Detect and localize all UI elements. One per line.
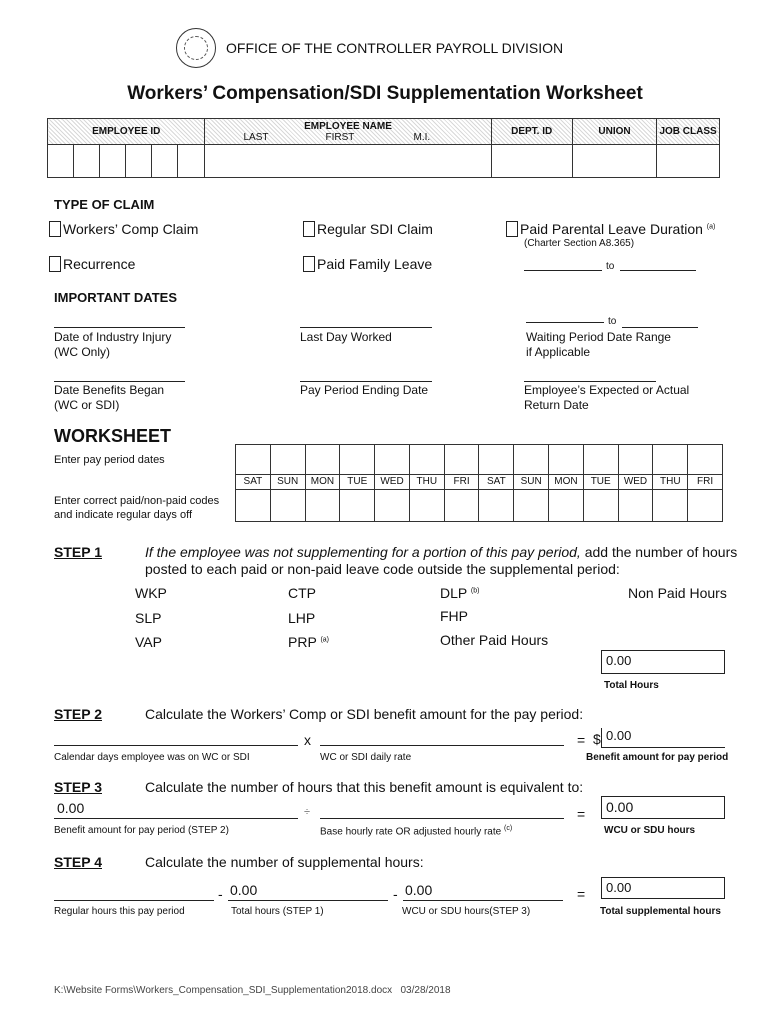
times-sign: x (304, 732, 311, 748)
pay-date-cell[interactable] (653, 445, 688, 475)
pay-date-cell[interactable] (479, 445, 514, 475)
minus-sign-2: - (393, 886, 398, 902)
employee-id-digit-3[interactable] (100, 145, 126, 178)
leave-code-cell[interactable] (236, 489, 271, 521)
regular-sdi-label: Regular SDI Claim (317, 221, 433, 237)
other-paid-label: Other Paid Hours (440, 632, 549, 648)
paid-parental-option[interactable] (506, 221, 715, 237)
enter-dates-label: Enter pay period dates (54, 454, 165, 466)
last-day-label: Last Day Worked (300, 330, 392, 344)
benefits-began-sub: (WC or SDI) (54, 398, 120, 412)
employee-info-table (47, 118, 720, 178)
job-class-field[interactable] (657, 145, 720, 178)
pay-date-cell[interactable] (583, 445, 618, 475)
injury-date-label: Date of Industry Injury (54, 330, 172, 344)
enter-codes-label-2: and indicate regular days off (54, 509, 192, 521)
recurrence-checkbox[interactable] (49, 256, 61, 272)
benefit-amount-label: Benefit amount for pay period (586, 752, 729, 763)
non-paid-label: Non Paid Hours (628, 585, 727, 601)
worksheet-heading: WORKSHEET (54, 426, 171, 446)
city-seal-icon (176, 28, 216, 68)
step1-label: STEP 1 (54, 544, 102, 560)
day-label: THU (653, 475, 688, 489)
parental-to-label: to (606, 261, 615, 272)
regular-sdi-checkbox[interactable] (303, 221, 315, 237)
calendar-days-label: Calendar days employee was on WC or SDI (54, 752, 250, 763)
paid-family-option[interactable] (303, 256, 432, 272)
day-label: FRI (444, 475, 479, 489)
leave-code-cell[interactable] (618, 489, 653, 521)
prp-text: PRP (288, 634, 317, 650)
employee-name-field[interactable] (205, 145, 491, 178)
vap-label: VAP (135, 634, 162, 650)
footer-path: K:\Website Forms\Workers_Compensation_SDI_Supplementation2018.docx (54, 985, 393, 996)
note-c-marker: (c) (504, 825, 513, 832)
leave-code-cell[interactable] (409, 489, 444, 521)
ctp-label: CTP (288, 585, 316, 601)
waiting-sub: if Applicable (526, 345, 591, 359)
charter-section: (Charter Section A8.365) (524, 238, 635, 249)
step4-text: Calculate the number of supplemental hours: (145, 854, 424, 870)
employee-id-digit-4[interactable] (126, 145, 152, 178)
footer (54, 985, 451, 996)
day-label: SAT (236, 475, 271, 489)
wkp-label: WKP (135, 585, 167, 601)
pay-date-cell[interactable] (549, 445, 584, 475)
step2-text: Calculate the Workers’ Comp or SDI benefit amount for the pay period: (145, 706, 584, 722)
benefit-amount-field[interactable]: 0.00 (601, 728, 725, 748)
step4-wcu-line (403, 900, 563, 901)
calendar-days-line[interactable] (54, 745, 298, 746)
day-label: TUE (340, 475, 375, 489)
step3-text: Calculate the number of hours that this benefit amount is equivalent to: (145, 779, 584, 795)
union-header: UNION (572, 119, 656, 145)
regular-sdi-option[interactable] (303, 221, 433, 237)
pay-period-end-label: Pay Period Ending Date (300, 383, 429, 397)
workers-comp-checkbox[interactable] (49, 221, 61, 237)
step3-equals: = (577, 806, 586, 822)
note-a-marker: (a) (706, 223, 716, 231)
note-a-marker-prp: (a) (320, 636, 329, 644)
pay-period-grid (235, 444, 723, 522)
step2-label: STEP 2 (54, 706, 102, 722)
day-label: WED (618, 475, 653, 489)
wcu-hours-label: WCU or SDU hours (604, 825, 696, 836)
day-label: FRI (688, 475, 723, 489)
dlp-text: DLP (440, 585, 467, 601)
injury-date-line[interactable] (54, 327, 185, 328)
union-field[interactable] (572, 145, 656, 178)
important-dates-heading: IMPORTANT DATES (54, 290, 178, 305)
leave-code-cell[interactable] (340, 489, 375, 521)
dept-id-field[interactable] (491, 145, 572, 178)
day-label: SUN (514, 475, 549, 489)
return-date-line[interactable] (524, 381, 656, 382)
parental-from-line[interactable] (524, 270, 602, 271)
slp-label: SLP (135, 610, 162, 626)
pay-date-cell[interactable] (409, 445, 444, 475)
waiting-label: Waiting Period Date Range (526, 330, 671, 344)
minus-sign-1: - (218, 886, 223, 902)
fhp-label: FHP (440, 608, 468, 624)
leave-code-cell[interactable] (270, 489, 305, 521)
paid-family-label: Paid Family Leave (317, 256, 433, 272)
leave-code-cell[interactable] (305, 489, 340, 521)
first-name-label: FIRST (325, 132, 355, 143)
leave-code-cell[interactable] (549, 489, 584, 521)
day-label: MON (305, 475, 340, 489)
injury-date-sub: (WC Only) (54, 345, 110, 359)
benefits-began-label: Date Benefits Began (54, 383, 165, 397)
employee-name-header (205, 119, 491, 145)
enter-codes-label-1: Enter correct paid/non-paid codes (54, 495, 220, 507)
total-hours-label: Total Hours (604, 680, 659, 691)
benefits-began-line[interactable] (54, 381, 185, 382)
base-rate-text: Base hourly rate OR adjusted hourly rate (320, 826, 502, 838)
footer-date: 03/28/2018 (400, 985, 451, 996)
benefit-step2-label: Benefit amount for pay period (STEP 2) (54, 825, 229, 836)
mi-label: M.I. (413, 132, 431, 143)
parental-to-line[interactable] (620, 270, 696, 271)
employee-id-digit-1[interactable] (48, 145, 74, 178)
employee-id-header: EMPLOYEE ID (48, 119, 205, 145)
step3-benefit-line (54, 818, 298, 819)
paid-parental-checkbox[interactable] (506, 221, 518, 237)
step2-equals: = (577, 732, 586, 748)
day-label: TUE (583, 475, 618, 489)
divide-sign: ÷ (304, 806, 311, 818)
return-date-label: Employee’s Expected or Actual (524, 383, 690, 397)
lhp-label: LHP (288, 610, 316, 626)
step4-total-value[interactable]: 0.00 (230, 882, 258, 898)
supplemental-hours-label: Total supplemental hours (600, 906, 721, 917)
step1-text-line2: posted to each paid or non-paid leave code outside the supplemental period: (145, 561, 620, 577)
step3-label: STEP 3 (54, 779, 102, 795)
last-day-line[interactable] (300, 327, 432, 328)
day-label: MON (549, 475, 584, 489)
supplemental-hours-field[interactable]: 0.00 (601, 877, 725, 899)
employee-id-digit-2[interactable] (73, 145, 100, 178)
workers-comp-option[interactable] (49, 221, 198, 237)
step4-total-line (228, 900, 388, 901)
page-title: Workers’ Compensation/SDI Supplementation Worksheet (127, 83, 643, 104)
day-label: SUN (270, 475, 305, 489)
leave-code-cell[interactable] (514, 489, 549, 521)
job-class-header: JOB CLASS (657, 119, 720, 145)
waiting-to-line[interactable] (622, 327, 698, 328)
leave-code-cell[interactable] (653, 489, 688, 521)
pay-date-cell[interactable] (375, 445, 410, 475)
total-step1-label: Total hours (STEP 1) (231, 906, 324, 917)
paid-family-checkbox[interactable] (303, 256, 315, 272)
pay-date-cell[interactable] (340, 445, 375, 475)
total-hours-field[interactable]: 0.00 (601, 650, 725, 674)
prp-label (288, 634, 329, 650)
waiting-to-label: to (608, 316, 617, 327)
pay-date-cell[interactable] (618, 445, 653, 475)
pay-date-cell[interactable] (444, 445, 479, 475)
hourly-rate-line[interactable] (320, 818, 564, 819)
pay-period-end-line[interactable] (300, 381, 432, 382)
day-label: SAT (479, 475, 514, 489)
regular-hours-line[interactable] (54, 900, 214, 901)
dollar-sign: $ (593, 731, 601, 747)
waiting-from-line[interactable] (526, 322, 604, 323)
daily-rate-label: WC or SDI daily rate (320, 752, 412, 763)
step1-italic-text: If the employee was not supplementing for a portion of this pay period, (145, 544, 581, 560)
step4-label: STEP 4 (54, 854, 102, 870)
day-label: THU (409, 475, 444, 489)
leave-code-cell[interactable] (444, 489, 479, 521)
dlp-label (440, 585, 479, 601)
daily-rate-line[interactable] (320, 745, 564, 746)
base-rate-label (320, 825, 512, 837)
leave-code-cell[interactable] (583, 489, 618, 521)
employee-name-label: EMPLOYEE NAME (304, 121, 392, 132)
last-name-label: LAST (243, 132, 269, 143)
dept-id-header: DEPT. ID (491, 119, 572, 145)
leave-code-cell[interactable] (688, 489, 723, 521)
pay-date-cell[interactable] (270, 445, 305, 475)
paid-parental-label: Paid Parental Leave Duration (520, 221, 703, 237)
pay-date-cell[interactable] (305, 445, 340, 475)
note-b-marker: (b) (470, 587, 480, 595)
step4-equals: = (577, 886, 586, 902)
wcu-step3-label: WCU or SDU hours(STEP 3) (402, 906, 531, 917)
workers-comp-label: Workers’ Comp Claim (63, 221, 199, 237)
step1-text-line1 (145, 544, 737, 560)
step1-rest-text: add the number of hours (580, 544, 738, 560)
recurrence-label: Recurrence (63, 256, 136, 272)
day-label: WED (375, 475, 410, 489)
pay-date-cell[interactable] (514, 445, 549, 475)
employee-id-digit-6[interactable] (177, 145, 205, 178)
type-of-claim-heading: TYPE OF CLAIM (54, 197, 155, 212)
wcu-hours-field[interactable]: 0.00 (601, 796, 725, 819)
step4-wcu-value[interactable]: 0.00 (405, 882, 433, 898)
office-name: OFFICE OF THE CONTROLLER PAYROLL DIVISION (226, 40, 564, 56)
pay-date-cell[interactable] (688, 445, 723, 475)
return-date-sub: Return Date (524, 398, 589, 412)
step3-benefit-value[interactable]: 0.00 (57, 800, 85, 816)
employee-id-digit-5[interactable] (151, 145, 177, 178)
leave-code-cell[interactable] (375, 489, 410, 521)
leave-code-cell[interactable] (479, 489, 514, 521)
pay-date-cell[interactable] (236, 445, 271, 475)
recurrence-option[interactable] (49, 256, 135, 272)
regular-hours-label: Regular hours this pay period (54, 906, 185, 917)
